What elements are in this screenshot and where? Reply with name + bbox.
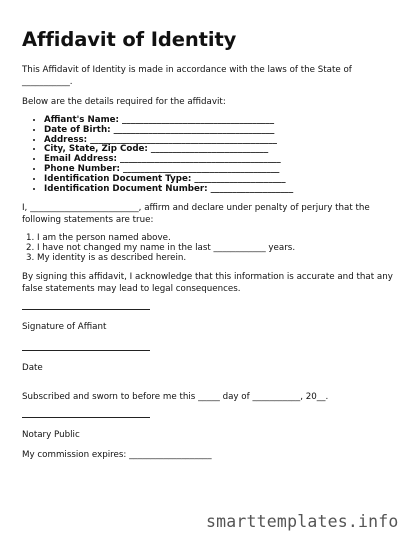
statement-item: 2. I have not changed my name in the last ____________ years. xyxy=(37,244,402,254)
acknowledgement-paragraph: By signing this affidavit, I acknowledge that this information is accurate and that any false statements may lead to legal consequences. xyxy=(22,272,393,295)
commission-expires: My commission expires: ___________________ xyxy=(22,450,212,461)
details-list xyxy=(22,116,402,194)
intro-paragraph: This Affidavit of Identity is made in accordance with the laws of the State of ___________. xyxy=(22,65,352,87)
detail-id-type: • Identification Document Type: _____________________ xyxy=(44,175,402,185)
statements-list xyxy=(22,234,402,263)
declaration-paragraph: I, _________________________, affirm and declare under penalty of perjury that the following statements are true: xyxy=(22,203,370,226)
statement-item: 1. I am the person named above. xyxy=(37,234,402,244)
signature-line xyxy=(22,309,150,310)
document-title: Affidavit of Identity xyxy=(22,28,237,51)
detail-id-number: • Identification Document Number: ___________________ xyxy=(44,185,402,195)
sworn-statement: Subscribed and sworn to before me this _____ day of ___________, 20__. xyxy=(22,392,329,403)
details-intro: Below are the details required for the affidavit: xyxy=(22,97,226,107)
affidavit-document xyxy=(22,28,402,469)
notary-signature-line xyxy=(22,417,150,418)
detail-city-state-zip: • City, State, Zip Code: ___________________________ xyxy=(44,145,402,155)
notary-label: Notary Public xyxy=(22,430,80,441)
signature-label: Signature of Affiant xyxy=(22,322,107,333)
site-watermark: smarttemplates.info xyxy=(206,512,399,531)
detail-affiant-name: • Affiant's Name: ___________________________________ xyxy=(44,116,402,126)
date-label: Date xyxy=(22,363,43,374)
statement-item: 3. My identity is as described herein. xyxy=(37,254,402,264)
date-line xyxy=(22,350,150,351)
detail-email: • Email Address: _____________________________________ xyxy=(44,155,402,165)
detail-phone: • Phone Number: ____________________________________ xyxy=(44,165,402,175)
detail-address: • Address: ___________________________________________ xyxy=(44,136,402,146)
detail-date-of-birth: • Date of Birth: _____________________________________ xyxy=(44,126,402,136)
